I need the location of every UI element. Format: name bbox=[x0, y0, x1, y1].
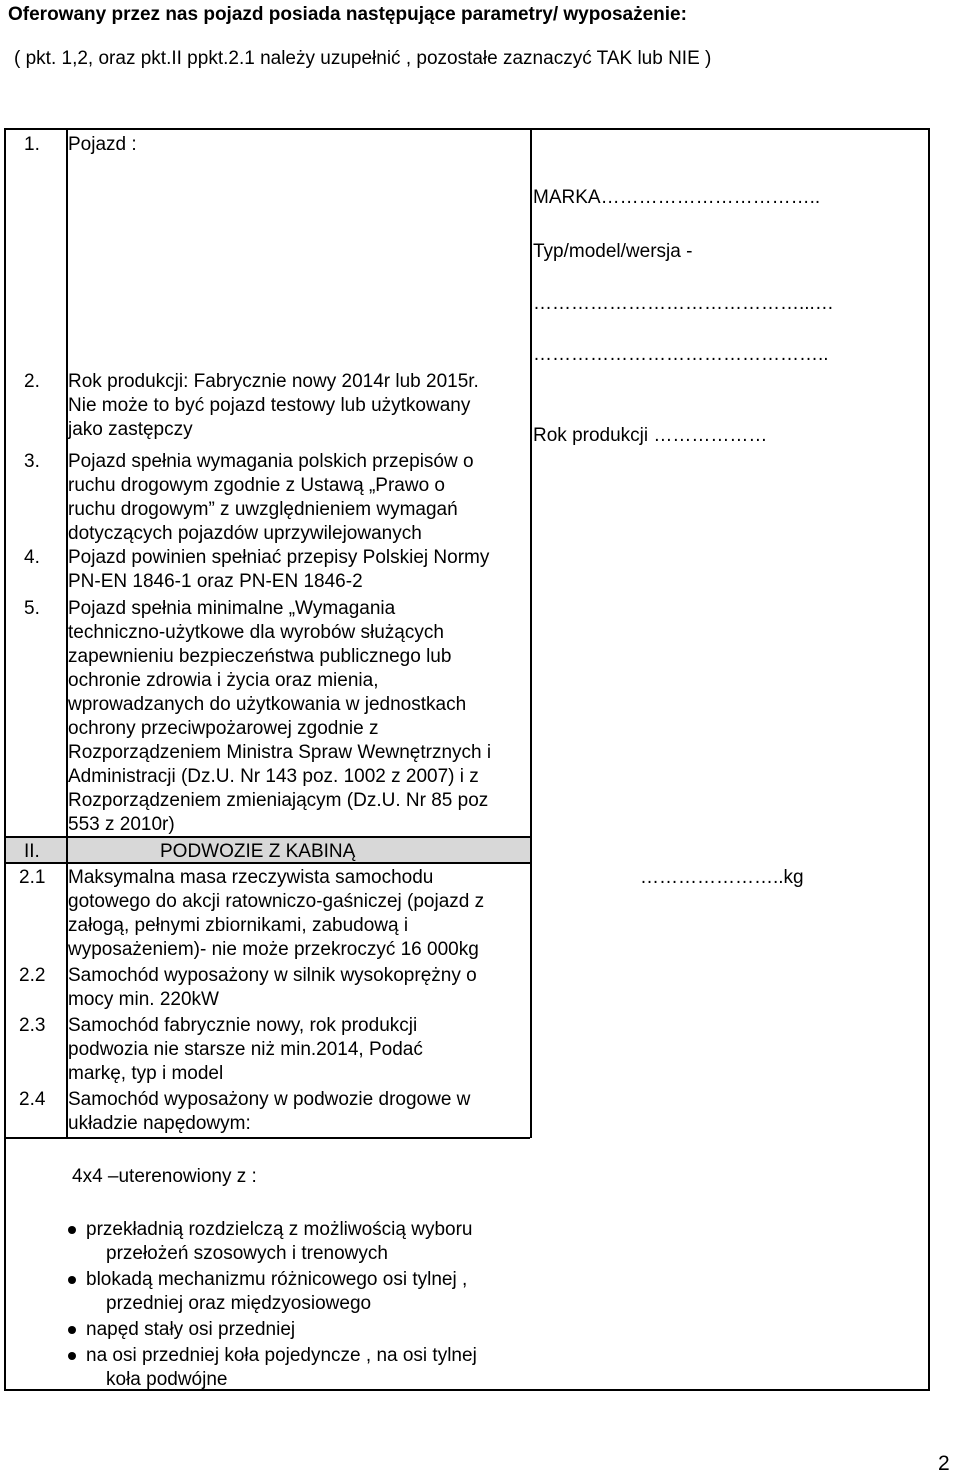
row-5-line-10: 553 z 2010r) bbox=[68, 814, 175, 835]
row-2-4-line-2: układzie napędowym: bbox=[68, 1113, 251, 1134]
table-left-border bbox=[4, 128, 6, 1391]
row-2-1-line-4: wyposażeniem)- nie może przekroczyć 16 000kg bbox=[68, 939, 479, 960]
section-ii-title: PODWOZIE Z KABINĄ bbox=[160, 841, 356, 862]
model-field-dots-2[interactable]: ……………………………………….. bbox=[533, 344, 829, 365]
row-2-1-line-1: Maksymalna masa rzeczywista samochodu bbox=[68, 867, 434, 888]
bullet-icon bbox=[68, 1326, 76, 1334]
row-5-line-9: Rozporządzeniem zmieniającym (Dz.U. Nr 85 poz bbox=[68, 790, 489, 811]
model-field-dots-1[interactable]: ……………………………………...… bbox=[533, 293, 834, 314]
row-3-number: 3. bbox=[24, 451, 40, 472]
row-2-4-line-1: Samochód wyposażony w podwozie drogowe w bbox=[68, 1089, 471, 1110]
row-5-line-7: Rozporządzeniem Ministra Spraw Wewnętrznych i bbox=[68, 742, 492, 763]
row-2-line-3: jako zastępczy bbox=[68, 419, 193, 440]
drive-section-border bbox=[4, 1137, 530, 1139]
row-2-2-line-1: Samochód wyposażony w silnik wysokoprężny o bbox=[68, 965, 477, 986]
drive-bullet-4-line-2: koła podwójne bbox=[106, 1369, 228, 1390]
row-2-3-line-3: markę, typ i model bbox=[68, 1063, 224, 1084]
row-2-1-line-2: gotowego do akcji ratowniczo-gaśniczej (pojazd z bbox=[68, 891, 485, 912]
table-top-border bbox=[4, 128, 930, 130]
row-5-number: 5. bbox=[24, 598, 40, 619]
row-2-1-line-3: załogą, pełnymi zbiornikami, zabudową i bbox=[68, 915, 409, 936]
drive-intro: 4x4 –uterenowiony z : bbox=[72, 1166, 257, 1187]
row-5-line-6: ochrony przeciwpożarowej zgodnie z bbox=[68, 718, 379, 739]
row-2-4-number: 2.4 bbox=[19, 1089, 46, 1110]
answer-column-divider bbox=[530, 128, 532, 1138]
row-5-line-3: zapewnieniu bezpieczeństwa publicznego lub bbox=[68, 646, 452, 667]
row-3-line-2: ruchu drogowym zgodnie z Ustawą „Prawo o bbox=[68, 475, 446, 496]
row-5-line-8: Administracji (Dz.U. Nr 143 poz. 1002 z 2007) i z bbox=[68, 766, 479, 787]
row-2-2-number: 2.2 bbox=[19, 965, 46, 986]
marka-field[interactable]: MARKA…………………………….. bbox=[533, 187, 821, 208]
production-year-field[interactable]: Rok produkcji ……………… bbox=[533, 425, 768, 446]
drive-bullet-1-line-1: przekładnią rozdzielczą z możliwością wyboru bbox=[86, 1219, 473, 1240]
drive-bullet-4-line-1: na osi przedniej koła pojedyncze , na osi tylnej bbox=[86, 1345, 477, 1366]
row-4-line-2: PN-EN 1846-1 oraz PN-EN 1846-2 bbox=[68, 571, 363, 592]
row-2-3-number: 2.3 bbox=[19, 1015, 46, 1036]
row-5-line-1: Pojazd spełnia minimalne „Wymagania bbox=[68, 598, 396, 619]
row-3-line-3: ruchu drogowym” z uwzględnieniem wymagań bbox=[68, 499, 458, 520]
bullet-icon bbox=[68, 1226, 76, 1234]
drive-bullet-2-line-1: blokadą mechanizmu różnicowego osi tylnej , bbox=[86, 1269, 468, 1290]
row-1-text: Pojazd : bbox=[68, 134, 137, 155]
mass-field[interactable]: …………………..kg bbox=[640, 867, 804, 888]
row-2-line-1: Rok produkcji: Fabrycznie nowy 2014r lub 2015r. bbox=[68, 371, 479, 392]
drive-bullet-2-line-2: przedniej oraz międzyosiowego bbox=[106, 1293, 372, 1314]
row-1-number: 1. bbox=[24, 134, 40, 155]
row-2-line-2: Nie może to być pojazd testowy lub użytkowany bbox=[68, 395, 471, 416]
row-4-number: 4. bbox=[24, 547, 40, 568]
page-title: Oferowany przez nas pojazd posiada następujące parametry/ wyposażenie: bbox=[8, 4, 687, 25]
row-5-line-4: ochronie zdrowia i życia oraz mienia, bbox=[68, 670, 379, 691]
page-number: 2 bbox=[938, 1452, 950, 1475]
model-field-label: Typ/model/wersja - bbox=[533, 241, 693, 262]
drive-bullet-3-line-1: napęd stały osi przedniej bbox=[86, 1319, 296, 1340]
row-2-2-line-2: mocy min. 220kW bbox=[68, 989, 219, 1010]
table-right-border bbox=[928, 128, 930, 1391]
row-2-3-line-2: podwozia nie starsze niż min.2014, Podać bbox=[68, 1039, 423, 1060]
row-3-line-1: Pojazd spełnia wymagania polskich przepisów o bbox=[68, 451, 474, 472]
bullet-icon bbox=[68, 1276, 76, 1284]
section-ii-number: II. bbox=[24, 841, 40, 862]
row-2-3-line-1: Samochód fabrycznie nowy, rok produkcji bbox=[68, 1015, 418, 1036]
row-5-line-5: wprowadzanych do użytkowania w jednostkach bbox=[68, 694, 467, 715]
row-2-1-number: 2.1 bbox=[19, 867, 46, 888]
bullet-icon bbox=[68, 1352, 76, 1360]
row-4-line-1: Pojazd powinien spełniać przepisy Polskiej Normy bbox=[68, 547, 490, 568]
drive-bullet-1-line-2: przełożeń szosowych i trenowych bbox=[106, 1243, 388, 1264]
page-subtitle: ( pkt. 1,2, oraz pkt.II ppkt.2.1 należy uzupełnić , pozostałe zaznaczyć TAK lub NIE ) bbox=[14, 48, 712, 69]
row-3-line-4: dotyczących pojazdów uprzywilejowanych bbox=[68, 523, 422, 544]
row-2-number: 2. bbox=[24, 371, 40, 392]
row-5-line-2: techniczno-użytkowe dla wyrobów służących bbox=[68, 622, 444, 643]
